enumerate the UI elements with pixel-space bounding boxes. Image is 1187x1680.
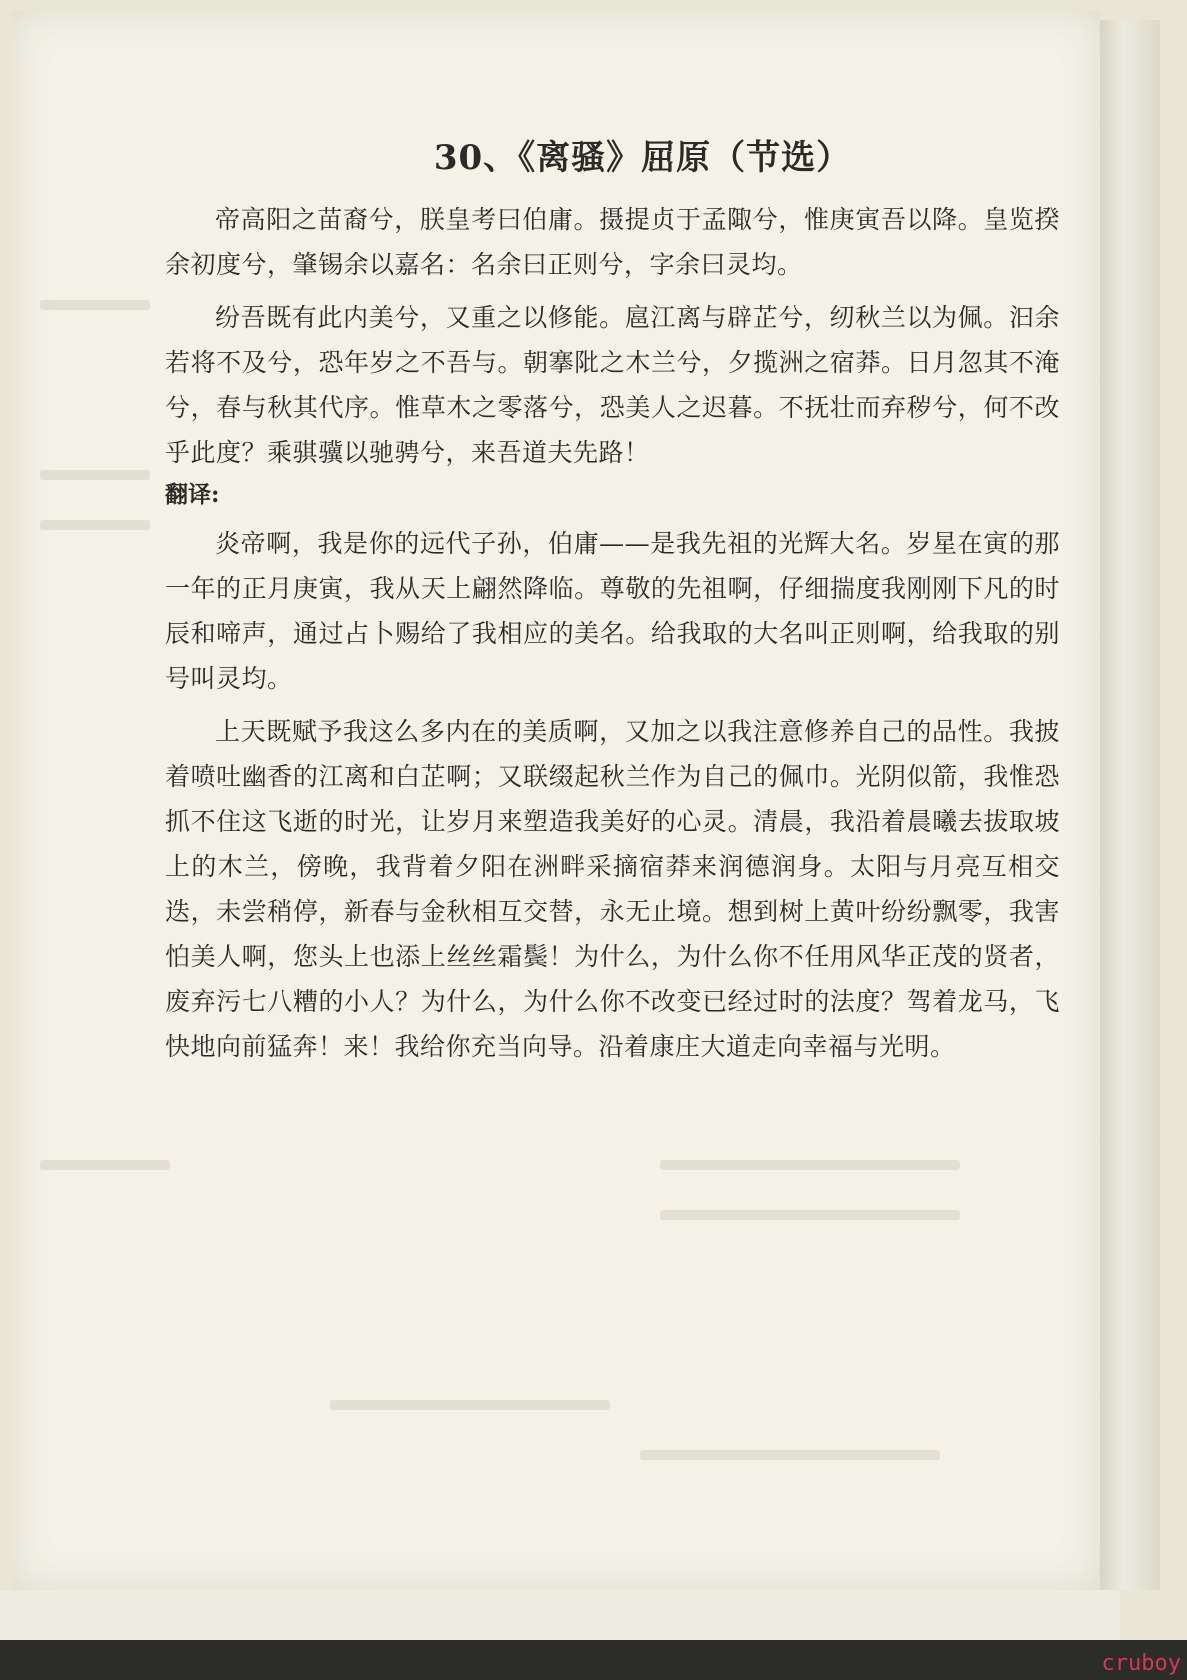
paper-bottom-edge (0, 1590, 1120, 1642)
bleed-through (40, 470, 150, 480)
original-paragraph-1: 帝高阳之苗裔兮，朕皇考曰伯庸。摄提贞于孟陬兮，惟庚寅吾以降。皇览揆余初度兮，肇锡余以嘉名：名余曰正则兮，字余曰灵均。 (165, 205, 1060, 279)
original-paragraph-2: 纷吾既有此内美兮，又重之以修能。扈江离与辟芷兮，纫秋兰以为佩。汩余若将不及兮，恐年岁之不吾与。朝搴阰之木兰兮，夕揽洲之宿莽。日月忽其不淹兮，春与秋其代序。惟草木之零落兮，恐美人之迟暮。不抚壮而弃秽兮，何不改乎此度？乘骐骥以驰骋兮，来吾道夫先路！ (165, 303, 1060, 467)
translation-paragraph-2: 上天既赋予我这么多内在的美质啊，又加之以我注意修养自己的品性。我披着喷吐幽香的江离和白芷啊；又联缀起秋兰作为自己的佩巾。光阴似箭，我惟恐抓不住这飞逝的时光，让岁月来塑造我美好的心灵。清晨，我沿着晨曦去拔取坡上的木兰，傍晚，我背着夕阳在洲畔采摘宿莽来润德润身。太阳与月亮互相交迭，未尝稍停，新春与金秋相互交替，永无止境。想到树上黄叶纷纷飘零，我害怕美人啊，您头上也添上丝丝霜鬓！为什么，为什么你不任用风华正茂的贤者，废弃污七八糟的小人？为什么，为什么你不改变已经过时的法度？驾着龙马，飞快地向前猛奔！来！我给你充当向导。沿着康庄大道走向幸福与光明。 (165, 717, 1060, 1061)
watermark: cruboy (1101, 1651, 1181, 1676)
bleed-through (40, 300, 150, 310)
bleed-through (40, 1160, 170, 1170)
page-fold (1100, 20, 1160, 1590)
bleed-through (660, 1160, 960, 1170)
bleed-through (640, 1450, 940, 1460)
scanner-bed (0, 1640, 1187, 1680)
bleed-through (660, 1210, 960, 1220)
translation-paragraph-1: 炎帝啊，我是你的远代子孙，伯庸——是我先祖的光辉大名。岁星在寅的那一年的正月庚寅，我从天上翩然降临。尊敬的先祖啊，仔细揣度我刚刚下凡的时辰和啼声，通过占卜赐给了我相应的美名。给我取的大名叫正则啊，给我取的别号叫灵均。 (165, 529, 1060, 693)
bleed-through (40, 520, 150, 530)
bleed-through (330, 1400, 610, 1410)
translation-label: 翻译: (165, 481, 220, 508)
document-body (165, 130, 1060, 1069)
document-title: 30、《离骚》屈原（节选） (433, 138, 852, 178)
